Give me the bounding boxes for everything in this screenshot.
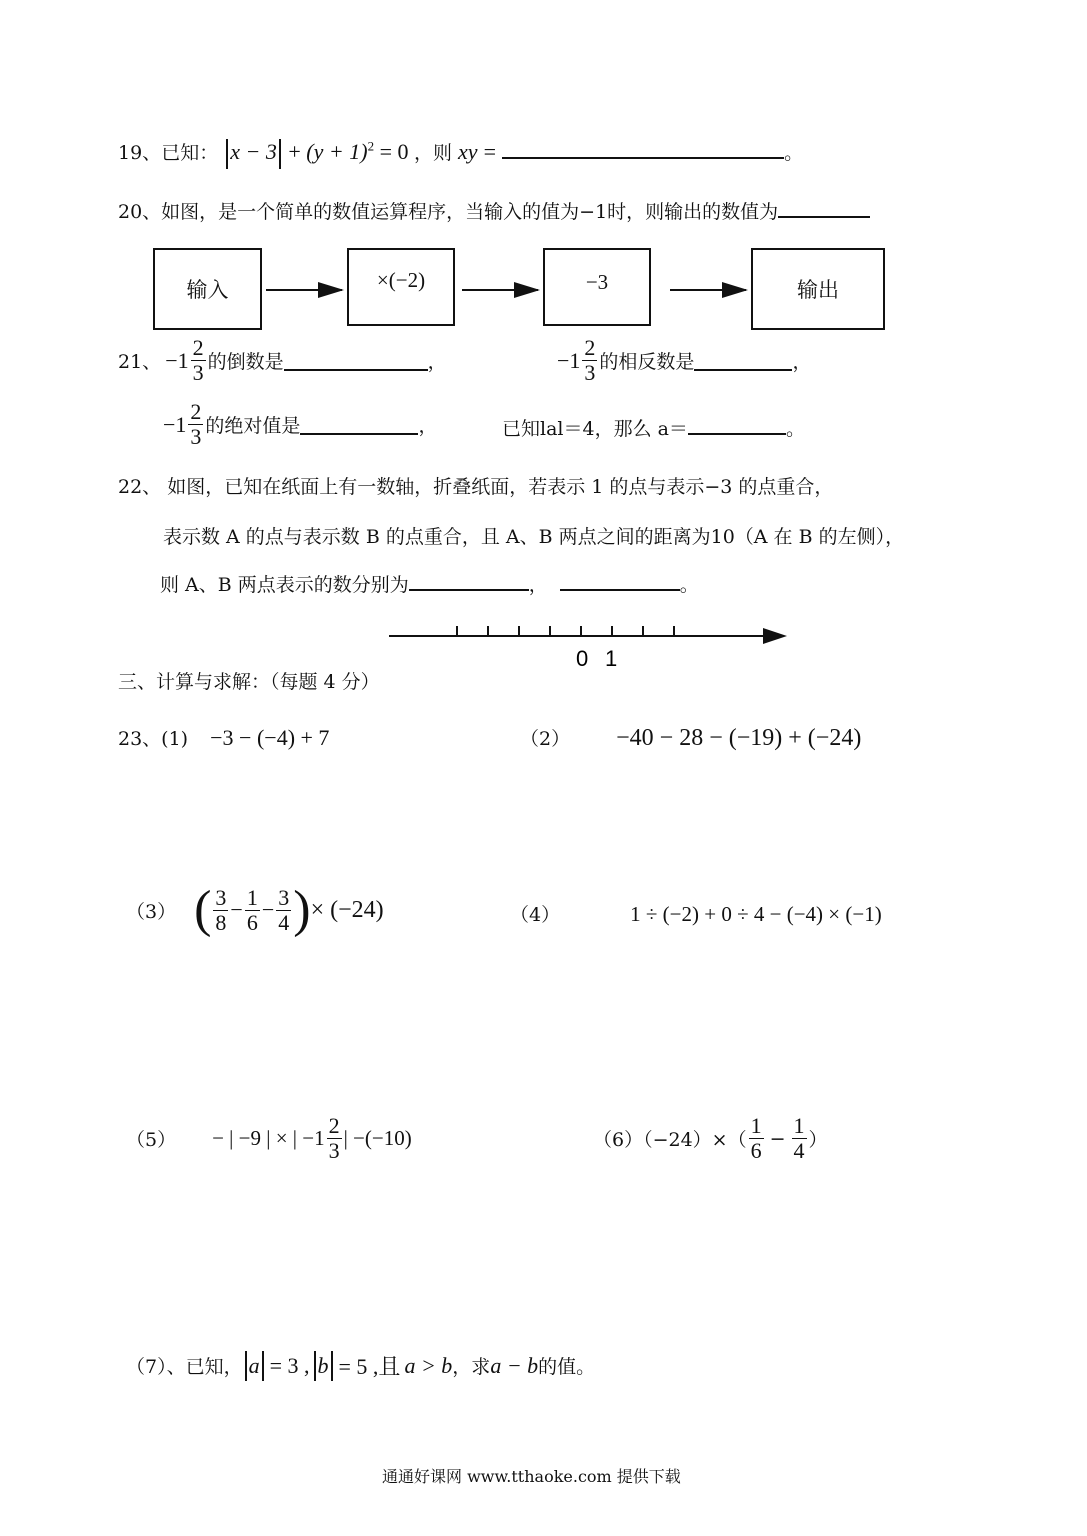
var-a: a xyxy=(248,1352,260,1378)
axis-label-1: 1 xyxy=(605,646,618,671)
axis-label-0: 0 xyxy=(576,646,589,671)
q19-equals-zero: = 0 xyxy=(379,139,409,164)
q22-line1: 22、 如图，已知在纸面上有一数轴，折叠纸面，若表示 1 的点与表示−3 的点重合， xyxy=(118,476,834,498)
q21-line2 xyxy=(163,400,437,449)
fraction: $\frac{1}{6}$ xyxy=(750,1113,762,1163)
fraction: $\frac{3}{8}$ xyxy=(215,884,227,935)
number-line-ticks xyxy=(457,626,674,636)
q22-blank-a[interactable] xyxy=(409,571,529,591)
q23-p6 xyxy=(593,1114,828,1163)
q21-line2b xyxy=(502,414,805,441)
flow-arrow xyxy=(266,289,342,291)
eq-5: = 5 ,且 xyxy=(338,1354,401,1379)
abs-bar xyxy=(226,139,228,169)
q23-p6-label: （6）（−24）×（ xyxy=(593,1129,747,1151)
q21-mixed-whole: −1 xyxy=(165,347,189,373)
q21-absolute-label: 的绝对值是 xyxy=(205,415,301,437)
q23-p7-lead: （7）、已知， xyxy=(126,1356,243,1378)
flow-arrow xyxy=(462,289,538,291)
fraction: $\frac{3}{4}$ xyxy=(278,884,290,935)
q21-number: 21、 xyxy=(118,351,162,373)
abs-bar xyxy=(279,139,281,169)
q23-p5 xyxy=(126,1114,412,1163)
q23-p4-label: （4） xyxy=(510,904,561,926)
q21-opposite-label: 的相反数是 xyxy=(599,351,695,373)
q23-p7-ask: ，求 xyxy=(452,1356,491,1378)
a-minus-b: a − b xyxy=(490,1352,539,1378)
q19-end: 。 xyxy=(784,142,804,164)
flow-box-multiply: ×(−2) xyxy=(347,248,455,326)
q23-p1-expr: −3 − (−4) + 7 xyxy=(210,725,330,750)
number-line-arrowhead xyxy=(763,628,787,644)
minus: − xyxy=(261,897,275,922)
flow-box-subtract: −3 xyxy=(543,248,651,326)
fraction: $\frac{1}{6}$ xyxy=(246,884,258,935)
comma: ， xyxy=(427,351,447,373)
q23-p2-label: （2） xyxy=(520,728,571,750)
q20-line xyxy=(118,197,870,224)
q19-answer-blank[interactable] xyxy=(502,139,784,159)
period: 。 xyxy=(785,418,805,440)
q23-p3-tail: × (−24) xyxy=(310,896,384,923)
q21-mixed-whole: −1 xyxy=(163,411,187,437)
condition: a > b xyxy=(404,1352,453,1378)
q23-p5-expr-b: | −(−10) xyxy=(343,1126,412,1150)
q21-mixed-whole: −1 xyxy=(557,347,581,373)
q23-p5-expr-a: − | −9 | × | −1 xyxy=(212,1126,325,1150)
abs-bar xyxy=(314,1351,316,1381)
q23-p1 xyxy=(118,724,329,751)
paren-right: ) xyxy=(293,881,311,938)
q19-line xyxy=(118,138,803,169)
q23-p3 xyxy=(126,881,384,938)
fraction: $\frac{2}{3}$ xyxy=(328,1113,340,1163)
q21-opposite-blank[interactable] xyxy=(694,351,792,371)
minus: − xyxy=(769,1127,786,1150)
q23-p1-label: 23、(1) xyxy=(118,728,189,750)
var-b: b xyxy=(317,1352,329,1378)
q19-then: ，则 xyxy=(413,142,452,164)
flow-arrow xyxy=(670,289,746,291)
flow-box-input: 输入 xyxy=(153,248,262,330)
paren-close: ） xyxy=(808,1129,828,1151)
q19-xy: xy xyxy=(458,139,478,164)
paren-left: ( xyxy=(194,881,212,938)
q19-square-expr: (y + 1) xyxy=(306,139,368,164)
q23-p3-label: （3） xyxy=(126,900,177,923)
flow-box-output: 输出 xyxy=(751,248,885,330)
minus: − xyxy=(230,897,243,922)
number-line xyxy=(385,620,795,674)
comma: ， xyxy=(418,415,438,437)
fraction: $\frac{1}{4}$ xyxy=(793,1113,805,1163)
period: 。 xyxy=(679,574,699,596)
q23-p7-end: 的值。 xyxy=(538,1356,596,1378)
q21-fraction: $\frac{2}{3}$ xyxy=(192,335,204,385)
q20-text: 20、如图，是一个简单的数值运算程序，当输入的值为−1时，则输出的数值为 xyxy=(118,201,779,223)
q22-line2: 表示数 A 的点与表示数 B 的点重合，且 A、B 两点之间的距离为10（A 在 B 的左侧）， xyxy=(163,526,905,548)
q23-p7 xyxy=(126,1350,595,1381)
q21-a-blank[interactable] xyxy=(688,415,786,435)
q21-fraction: $\frac{2}{3}$ xyxy=(584,335,596,385)
q19-exponent: 2 xyxy=(367,138,375,154)
q19-abs-expr: x − 3 xyxy=(230,139,277,164)
abs-bar xyxy=(262,1351,264,1381)
comma: ， xyxy=(792,351,812,373)
q21-reciprocal-blank[interactable] xyxy=(284,351,428,371)
q21-line1 xyxy=(118,336,447,385)
abs-bar xyxy=(245,1351,247,1381)
q21-a-label: 已知lal＝4，那么 a＝ xyxy=(502,418,688,440)
q22-prompt: 则 A、B 两点表示的数分别为 xyxy=(160,574,409,596)
q23-p2-expr: −40 − 28 − (−19) + (−24) xyxy=(616,725,862,751)
q21-absolute-blank[interactable] xyxy=(300,415,418,435)
q19-lead: 已知： xyxy=(161,142,219,164)
q21-fraction: $\frac{2}{3}$ xyxy=(190,399,202,449)
q22-line3 xyxy=(160,570,699,597)
q19-plus: + xyxy=(288,139,301,164)
q22-blank-b[interactable] xyxy=(560,571,680,591)
q23-p5-label: （5） xyxy=(126,1129,177,1151)
q23-p4-expr: 1 ÷ (−2) + 0 ÷ 4 − (−4) × (−1) xyxy=(630,902,882,926)
q21-reciprocal-label: 的倒数是 xyxy=(207,351,284,373)
q23-p4 xyxy=(510,900,882,927)
section3-title: 三、计算与求解：（每题 4 分） xyxy=(118,671,380,693)
q19-eq: = xyxy=(483,139,497,164)
footer-text: 通通好课网 www.tthaoke.com 提供下载 xyxy=(382,1467,681,1486)
q20-answer-blank[interactable] xyxy=(778,198,870,218)
q23-p2 xyxy=(520,724,861,752)
q21-line1b xyxy=(557,336,811,385)
q19-number: 19、 xyxy=(118,142,162,164)
eq-3: = 3 , xyxy=(269,1352,310,1378)
abs-bar xyxy=(331,1351,333,1381)
comma: ， xyxy=(528,574,548,596)
